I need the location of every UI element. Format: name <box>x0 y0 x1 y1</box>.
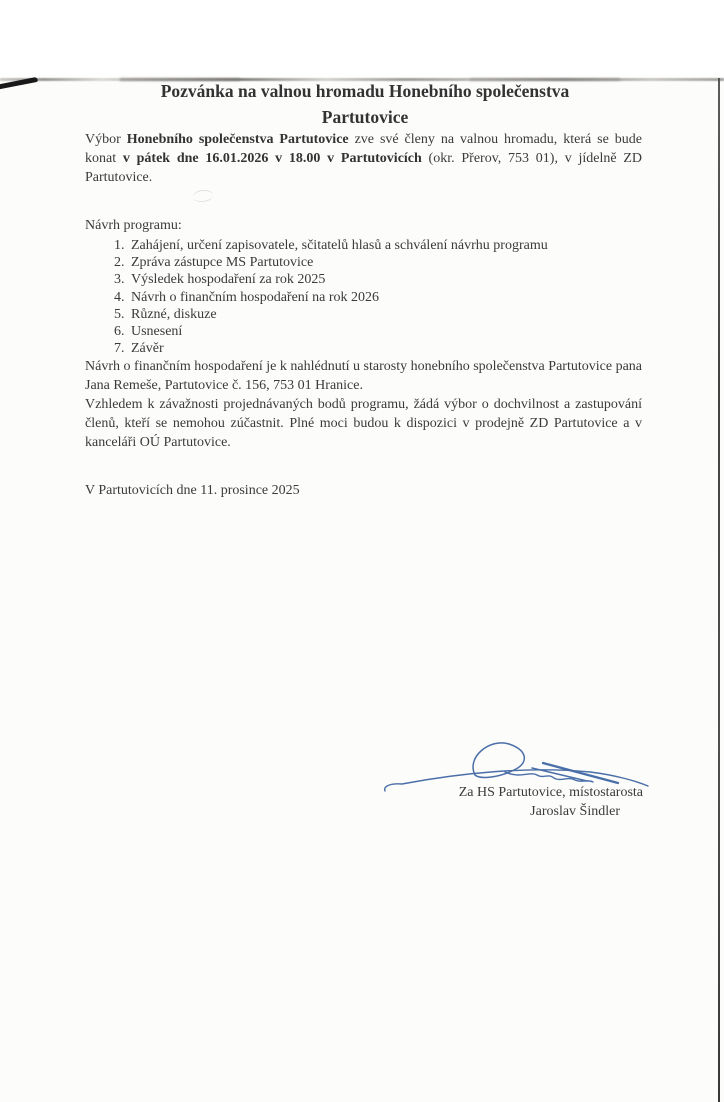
document-title <box>85 78 645 130</box>
program-item-4: 4. Návrh o finančním hospodaření na rok 2026 <box>128 289 642 306</box>
letter-content <box>0 78 724 500</box>
date-line: V Partutovicích dne 11. prosince 2025 <box>85 483 300 499</box>
attendance-paragraph: Vzhledem k závažnosti projednávaných bodů programu, žádá výbor o dochvilnost a zastupování členů, kteří se nemohou zúčastnit. Plné moci budou k dispozici v prodejně ZD Partutovice a v kanceláři OÚ Partutovice. <box>85 397 642 451</box>
program-item-5: 5. Různé, diskuze <box>128 306 642 323</box>
intro-pre: Výbor <box>85 132 127 147</box>
intro-bold-society: Honebního společenstva Partutovice <box>126 132 349 147</box>
finance-paragraph: Návrh o finančním hospodaření je k nahlédnutí u starosty honebního společenstva Partutovice pana Jana Remeše, Partutovice č. 156, 753 01 Hranice. <box>85 359 642 394</box>
signature-block <box>459 784 643 821</box>
document-title-line1: Pozvánka na valnou hromadu Honebního společenstva <box>160 81 570 101</box>
program-item-7: 7. Závěr <box>128 340 642 357</box>
program-list <box>85 237 642 357</box>
intro-bold-datetime: v pátek dne 16.01.2026 v 18.00 v Partutovicích <box>122 151 422 166</box>
intro-mid: zve své členy na valnou hromadu, která se bude konat <box>85 132 642 166</box>
program-item-6: 6. Usnesení <box>128 323 642 340</box>
intro-paragraph <box>85 130 642 187</box>
program-heading: Návrh programu: <box>85 218 182 233</box>
intro-post: (okr. Přerov, 753 01), v jídelně ZD Partutovice. <box>85 151 643 185</box>
scanned-letter-page <box>0 78 724 1102</box>
program-item-2: 2. Zpráva zástupce MS Partutovice <box>128 254 642 271</box>
signature-role-line: Za HS Partutovice, místostarosta <box>458 785 643 800</box>
program-item-1: 1. Zahájení, určení zapisovatele, sčitatelů hlasů a schválení návrhu programu <box>128 237 642 254</box>
program-item-3: 3. Výsledek hospodaření za rok 2025 <box>128 271 642 288</box>
document-title-line2: Partutovice <box>321 107 409 127</box>
signature-name-line: Jaroslav Šindler <box>530 803 620 819</box>
